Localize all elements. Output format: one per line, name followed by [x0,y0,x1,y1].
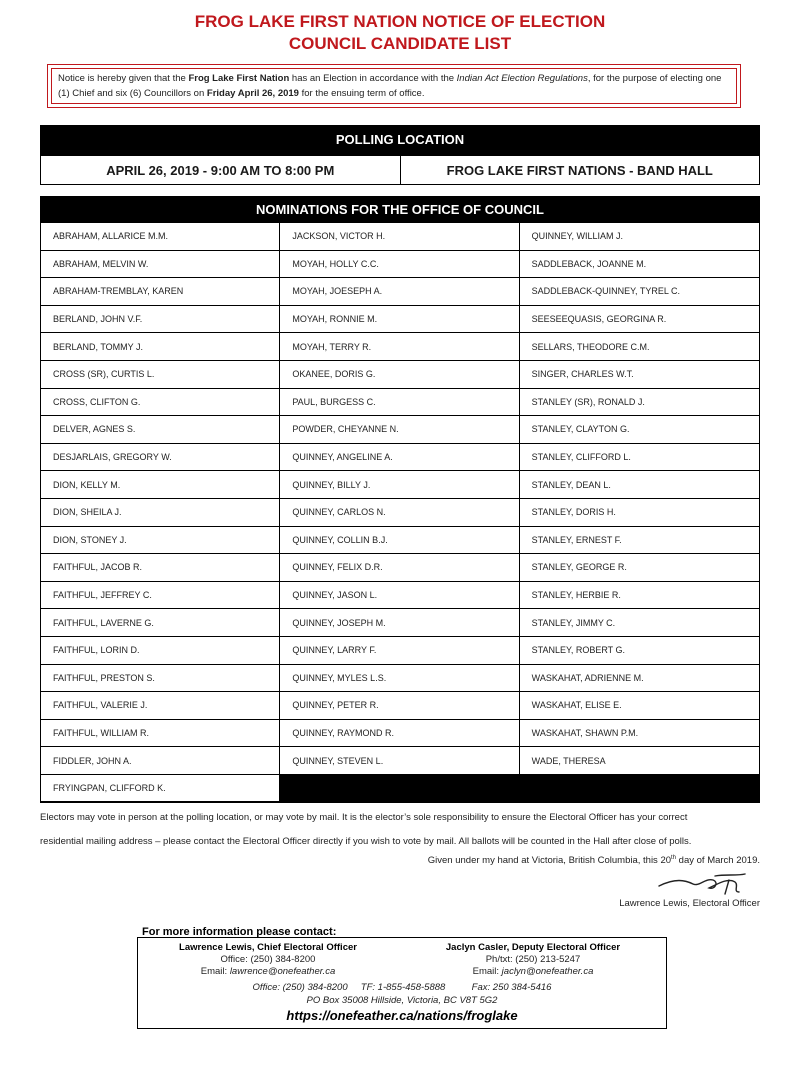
mail-vote-line: Electors may vote in person at the polling location, or may vote by mail. It is the elector’s sole responsibility to ensure the Electoral Officer has your correct [40,812,688,823]
candidate-name: STANLEY, ROBERT G. [520,637,759,665]
candidate-name: ABRAHAM-TREMBLAY, KAREN [41,278,280,306]
candidate-name: WASKAHAT, ADRIENNE M. [520,665,759,693]
candidate-name: STANLEY, GEORGE R. [520,554,759,582]
table-row [41,499,759,527]
document-title-line2: COUNCIL CANDIDATE LIST [288,34,512,53]
given-text: day of March 2019. [676,855,760,867]
candidate-name: FAITHFUL, PRESTON S. [41,665,280,693]
table-row [41,278,759,306]
table-row [41,775,759,803]
candidate-name: BERLAND, JOHN V.F. [41,306,280,334]
polling-details-row [40,155,760,185]
candidate-name: QUINNEY, BILLY J. [280,471,519,499]
candidate-name: STANLEY, DEAN L. [520,471,759,499]
notice-text [51,68,737,104]
office-phones: Office: (250) 384-8200 TF: 1-855-458-5888 Fax: 250 384-5416 [252,982,552,993]
candidate-name: PAUL, BURGESS C. [280,389,519,417]
candidate-name: QUINNEY, RAYMOND R. [280,720,519,748]
candidate-name: DION, KELLY M. [41,471,280,499]
candidate-name: FAITHFUL, JACOB R. [41,554,280,582]
polling-location-heading: POLLING LOCATION [40,125,760,155]
candidate-name: FAITHFUL, LAVERNE G. [41,609,280,637]
nominations-table [40,223,760,803]
chief-officer-email[interactable]: lawrence@onefeather.ca [229,966,336,977]
notice-text-part: Notice is hereby given that the [58,73,189,84]
candidate-name: QUINNEY, PETER R. [280,692,519,720]
table-row [41,471,759,499]
empty-cell [280,775,519,803]
candidate-name: STANLEY, DORIS H. [520,499,759,527]
candidate-name: POWDER, CHEYANNE N. [280,416,519,444]
candidate-name: WASKAHAT, ELISE E. [520,692,759,720]
given-suffix: th [671,855,677,861]
table-row [41,747,759,775]
table-row [41,582,759,610]
mail-vote-line: residential mailing address – please contact the Electoral Officer directly if you wish to vote by mail. All ballots will be counted in the Hall after close of polls. [40,836,692,847]
candidate-name: QUINNEY, LARRY F. [280,637,519,665]
table-row [41,389,759,417]
candidate-name: ABRAHAM, MELVIN W. [41,251,280,279]
table-row [41,251,759,279]
document-title-line1: FROG LAKE FIRST NATION NOTICE OF ELECTION [194,12,606,31]
notice-text-part: has an Election in accordance with the [289,73,457,84]
notice-text-part: for the ensuing term of office. [298,88,425,99]
candidate-name: MOYAH, RONNIE M. [280,306,519,334]
notice-nation-name: Frog Lake First Nation [188,73,290,84]
website-link[interactable]: https://onefeather.ca/nations/froglake [286,1008,518,1023]
table-row [41,665,759,693]
candidate-name: CROSS, CLIFTON G. [41,389,280,417]
candidate-name: ABRAHAM, ALLARICE M.M. [41,223,280,251]
candidate-name: SINGER, CHARLES W.T. [520,361,759,389]
candidate-name: FAITHFUL, WILLIAM R. [41,720,280,748]
contact-heading: For more information please contact: [142,926,337,938]
candidate-name: QUINNEY, CARLOS N. [280,499,519,527]
table-row [41,609,759,637]
candidate-name: WASKAHAT, SHAWN P.M. [520,720,759,748]
email-label: Email: [200,966,230,977]
candidate-name: WADE, THERESA [520,747,759,775]
candidate-name: QUINNEY, FELIX D.R. [280,554,519,582]
candidate-name: DION, STONEY J. [41,527,280,555]
candidate-name: SELLARS, THEODORE C.M. [520,333,759,361]
candidate-name: STANLEY, HERBIE R. [520,582,759,610]
candidate-name: QUINNEY, WILLIAM J. [520,223,759,251]
candidate-name: FIDDLER, JOHN A. [41,747,280,775]
signatory-name: Lawrence Lewis, Electoral Officer [619,898,760,909]
candidate-name: OKANEE, DORIS G. [280,361,519,389]
notice-regulations: Indian Act Election Regulations [456,73,588,84]
empty-cell [520,775,759,803]
table-row [41,720,759,748]
candidate-name: STANLEY, JIMMY C. [520,609,759,637]
mailing-address: PO Box 35008 Hillside, Victoria, BC V8T 5G2 [306,995,498,1006]
candidate-name: MOYAH, JOESEPH A. [280,278,519,306]
candidate-name: JACKSON, VICTOR H. [280,223,519,251]
table-row [41,306,759,334]
candidate-name: MOYAH, TERRY R. [280,333,519,361]
table-row [41,554,759,582]
mail-vote-paragraph [40,806,760,854]
notice-text-part: , for the purpose of electing one (1) Chief and six (6) Councillors on [58,73,722,99]
candidate-name: SEESEEQUASIS, GEORGINA R. [520,306,759,334]
nominations-heading: NOMINATIONS FOR THE OFFICE OF COUNCIL [40,196,760,223]
chief-officer-contact [168,942,368,978]
polling-place: FROG LAKE FIRST NATIONS - BAND HALL [446,162,713,178]
candidate-name: DION, SHEILA J. [41,499,280,527]
table-row [41,223,759,251]
candidate-name: CROSS (SR), CURTIS L. [41,361,280,389]
deputy-officer-contact [428,942,638,978]
table-row [41,416,759,444]
candidate-name: QUINNEY, JOSEPH M. [280,609,519,637]
candidate-name: QUINNEY, STEVEN L. [280,747,519,775]
email-label: Email: [472,966,502,977]
candidate-name: STANLEY, CLAYTON G. [520,416,759,444]
contact-box [137,937,667,1029]
candidate-name: FAITHFUL, VALERIE J. [41,692,280,720]
candidate-name: SADDLEBACK, JOANNE M. [520,251,759,279]
candidate-name: FRYINGPAN, CLIFFORD K. [41,775,280,803]
candidate-name: DESJARLAIS, GREGORY W. [41,444,280,472]
given-text: Given under my hand at Victoria, British Columbia, this 20 [427,855,672,867]
candidate-name: FAITHFUL, LORIN D. [41,637,280,665]
table-row [41,361,759,389]
candidate-name: QUINNEY, MYLES L.S. [280,665,519,693]
notice-box [47,64,741,108]
table-row [41,637,759,665]
chief-officer-office: Office: (250) 384-8200 [220,954,316,965]
candidate-name: SADDLEBACK-QUINNEY, TYREL C. [520,278,759,306]
signature-image [655,872,750,898]
candidate-name: QUINNEY, COLLIN B.J. [280,527,519,555]
candidate-name: QUINNEY, JASON L. [280,582,519,610]
candidate-name: STANLEY, ERNEST F. [520,527,759,555]
deputy-officer-email[interactable]: jaclyn@onefeather.ca [501,966,594,977]
notice-election-date: Friday April 26, 2019 [206,88,299,99]
polling-datetime: APRIL 26, 2019 - 9:00 AM TO 8:00 PM [41,156,401,184]
candidate-name: DELVER, AGNES S. [41,416,280,444]
candidate-name: MOYAH, HOLLY C.C. [280,251,519,279]
candidate-name: STANLEY, CLIFFORD L. [520,444,759,472]
chief-officer-name: Lawrence Lewis, Chief Electoral Officer [179,942,357,953]
candidate-name: FAITHFUL, JEFFREY C. [41,582,280,610]
candidate-name: STANLEY (SR), RONALD J. [520,389,759,417]
table-row [41,333,759,361]
chief-officer-email-line [168,966,368,978]
deputy-officer-name: Jaclyn Casler, Deputy Electoral Officer [445,942,621,953]
table-row [41,527,759,555]
table-row [41,692,759,720]
given-under-hand [428,855,760,866]
candidate-name: BERLAND, TOMMY J. [41,333,280,361]
deputy-officer-email-line [428,966,638,978]
table-row [41,444,759,472]
deputy-officer-phone: Ph/txt: (250) 213-5247 [485,954,581,965]
candidate-name: QUINNEY, ANGELINE A. [280,444,519,472]
